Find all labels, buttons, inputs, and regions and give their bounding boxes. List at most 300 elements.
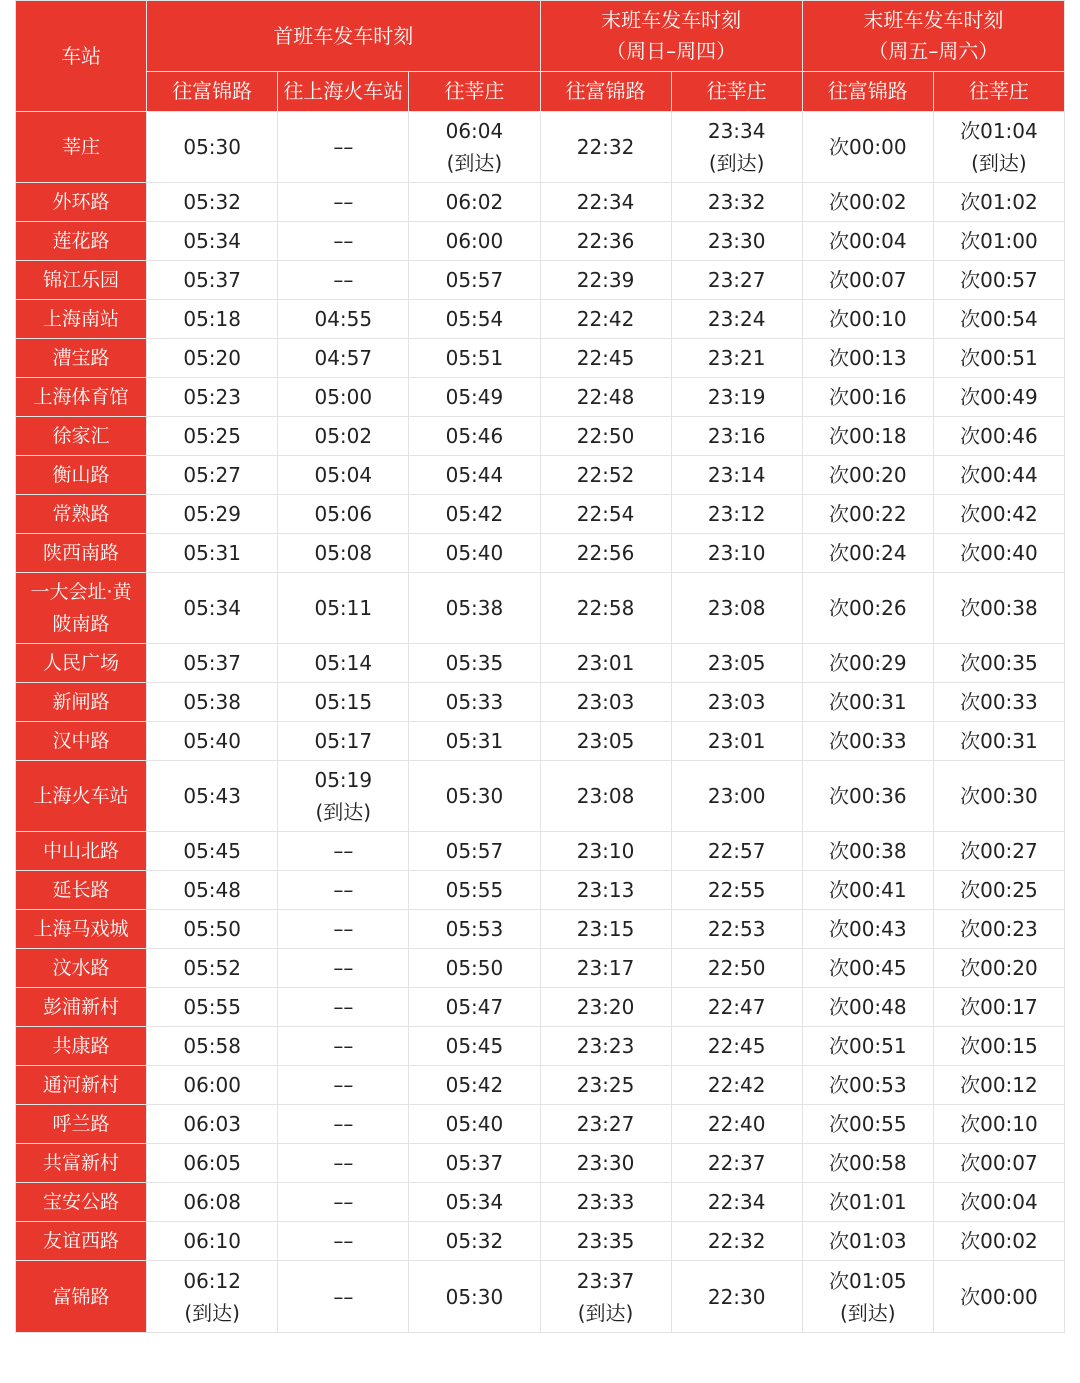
time-value: 23:14 bbox=[707, 463, 766, 487]
station-name bbox=[16, 183, 147, 222]
time-cell bbox=[540, 761, 671, 832]
time-value: 05:49 bbox=[445, 385, 504, 409]
time-cell bbox=[147, 832, 278, 871]
time-cell bbox=[409, 339, 540, 378]
arrival-note: (到达) bbox=[184, 1300, 240, 1325]
time-value: 次00:18 bbox=[828, 424, 907, 448]
time-cell bbox=[671, 949, 802, 988]
time-cell bbox=[409, 495, 540, 534]
station-name-line: 陂南路 bbox=[52, 613, 110, 635]
station-name bbox=[16, 683, 147, 722]
station-name-line: 莘庄 bbox=[62, 136, 101, 158]
time-cell bbox=[671, 871, 802, 910]
time-cell bbox=[409, 644, 540, 683]
time-value: 次00:51 bbox=[960, 346, 1038, 370]
table-row bbox=[16, 949, 1065, 988]
time-value: 23:10 bbox=[707, 541, 766, 565]
time-cell bbox=[278, 1066, 409, 1105]
time-cell bbox=[409, 456, 540, 495]
table-row bbox=[16, 222, 1065, 261]
station-name-line: 人民广场 bbox=[43, 652, 120, 674]
time-cell bbox=[671, 456, 802, 495]
time-value: 次00:45 bbox=[828, 956, 907, 980]
time-value: 06:10 bbox=[183, 1229, 241, 1253]
time-value: 22:48 bbox=[576, 385, 635, 409]
time-value: 23:03 bbox=[707, 690, 766, 714]
time-value: 05:55 bbox=[445, 878, 504, 902]
time-cell bbox=[278, 534, 409, 573]
time-cell bbox=[147, 988, 278, 1027]
time-value: 23:33 bbox=[576, 1190, 635, 1214]
time-value: 次00:10 bbox=[828, 307, 907, 331]
time-cell bbox=[802, 573, 933, 644]
time-cell bbox=[933, 495, 1064, 534]
time-cell bbox=[802, 378, 933, 417]
time-value: 22:34 bbox=[707, 1190, 766, 1214]
time-value: 05:52 bbox=[183, 956, 241, 980]
time-cell bbox=[933, 871, 1064, 910]
time-cell bbox=[802, 1066, 933, 1105]
arrival-note: (到达) bbox=[315, 800, 372, 824]
time-value: 23:12 bbox=[707, 502, 766, 526]
time-value: 05:30 bbox=[445, 784, 504, 808]
time-value: 06:08 bbox=[183, 1190, 241, 1214]
time-value: 05:31 bbox=[445, 729, 504, 753]
time-value: 05:08 bbox=[314, 541, 373, 565]
time-cell bbox=[671, 495, 802, 534]
station-name bbox=[16, 1144, 147, 1183]
time-value: 次00:02 bbox=[960, 1229, 1038, 1253]
time-cell bbox=[147, 1144, 278, 1183]
station-name bbox=[16, 988, 147, 1027]
time-value: 23:10 bbox=[576, 839, 635, 863]
time-value: 22:57 bbox=[707, 839, 766, 863]
time-value: 05:04 bbox=[314, 463, 373, 487]
time-value: 次00:00 bbox=[828, 135, 907, 159]
station-name-line: 富锦路 bbox=[52, 1285, 110, 1308]
time-value: 05:45 bbox=[445, 1034, 504, 1058]
time-cell bbox=[802, 112, 933, 183]
time-value: 23:19 bbox=[707, 385, 766, 409]
time-cell bbox=[802, 456, 933, 495]
time-cell bbox=[671, 1066, 802, 1105]
time-cell bbox=[802, 1105, 933, 1144]
arrival-note: (到达) bbox=[840, 1300, 896, 1325]
time-cell bbox=[409, 183, 540, 222]
time-value: 次00:07 bbox=[828, 268, 907, 292]
table-row bbox=[16, 1261, 1065, 1333]
time-cell bbox=[540, 261, 671, 300]
time-value: 23:03 bbox=[576, 690, 635, 714]
time-value: 次01:00 bbox=[960, 229, 1038, 253]
time-value: 次00:30 bbox=[960, 784, 1038, 808]
time-value: 次00:24 bbox=[828, 541, 907, 565]
time-cell bbox=[409, 573, 540, 644]
time-value: 22:32 bbox=[576, 135, 635, 159]
time-value: 05:57 bbox=[445, 839, 504, 863]
time-value: 23:08 bbox=[707, 596, 766, 620]
time-value: –– bbox=[333, 190, 354, 214]
time-value: 23:00 bbox=[707, 784, 766, 808]
time-value: 06:04 bbox=[445, 119, 504, 143]
time-cell bbox=[671, 761, 802, 832]
time-cell bbox=[409, 949, 540, 988]
time-value: –– bbox=[333, 1073, 354, 1097]
time-value: 次00:33 bbox=[828, 729, 907, 753]
time-value: 22:53 bbox=[707, 917, 766, 941]
time-value: 05:40 bbox=[445, 541, 504, 565]
station-name-line: 徐家汇 bbox=[52, 425, 110, 447]
station-name-line: 衡山路 bbox=[52, 464, 110, 486]
time-cell bbox=[147, 534, 278, 573]
time-value: 23:21 bbox=[707, 346, 766, 370]
time-cell bbox=[278, 417, 409, 456]
time-value: 05:55 bbox=[183, 995, 241, 1019]
time-value: 次01:04 bbox=[960, 119, 1038, 143]
time-cell bbox=[278, 183, 409, 222]
time-value: 05:37 bbox=[183, 651, 241, 675]
time-cell bbox=[933, 1222, 1064, 1261]
time-value: 23:30 bbox=[707, 229, 766, 253]
time-value: 05:34 bbox=[183, 596, 241, 620]
time-value: 次00:16 bbox=[828, 385, 907, 409]
time-cell bbox=[409, 534, 540, 573]
time-cell bbox=[671, 1144, 802, 1183]
time-cell bbox=[147, 1261, 278, 1333]
time-value: 05:50 bbox=[183, 917, 241, 941]
time-cell bbox=[278, 495, 409, 534]
time-value: 23:27 bbox=[707, 268, 766, 292]
timetable bbox=[15, 0, 1065, 1333]
time-value: 23:16 bbox=[707, 424, 766, 448]
time-value: 05:06 bbox=[314, 502, 373, 526]
time-value: 次00:51 bbox=[828, 1034, 907, 1058]
time-cell bbox=[802, 910, 933, 949]
timetable-body bbox=[16, 112, 1065, 1333]
time-cell bbox=[147, 222, 278, 261]
header-last-train-weekend bbox=[802, 1, 1064, 72]
time-cell bbox=[409, 761, 540, 832]
time-cell bbox=[802, 1027, 933, 1066]
time-value: 23:17 bbox=[576, 956, 635, 980]
table-row bbox=[16, 456, 1065, 495]
time-value: –– bbox=[333, 878, 354, 902]
time-cell bbox=[802, 495, 933, 534]
station-name-line: 共康路 bbox=[52, 1035, 110, 1057]
time-cell bbox=[540, 1261, 671, 1333]
time-value: 次00:54 bbox=[960, 307, 1038, 331]
time-cell bbox=[147, 300, 278, 339]
time-value: –– bbox=[333, 1034, 354, 1058]
time-cell bbox=[671, 417, 802, 456]
time-value: –– bbox=[333, 268, 354, 292]
time-cell bbox=[933, 1105, 1064, 1144]
time-cell bbox=[933, 417, 1064, 456]
station-name-line: 呼兰路 bbox=[52, 1113, 110, 1135]
time-value: 次01:03 bbox=[828, 1229, 907, 1253]
time-cell bbox=[933, 1144, 1064, 1183]
station-name-line: 彭浦新村 bbox=[43, 996, 120, 1018]
table-row bbox=[16, 112, 1065, 183]
time-cell bbox=[409, 112, 540, 183]
time-value: 05:53 bbox=[445, 917, 504, 941]
time-cell bbox=[540, 183, 671, 222]
time-cell bbox=[540, 417, 671, 456]
time-value: 05:17 bbox=[314, 729, 373, 753]
time-value: 22:50 bbox=[576, 424, 635, 448]
time-value: 次01:05 bbox=[828, 1268, 907, 1293]
station-name bbox=[16, 871, 147, 910]
column-header: 往富锦路 bbox=[540, 72, 671, 112]
time-value: 次00:55 bbox=[828, 1112, 907, 1136]
time-value: 次00:17 bbox=[960, 995, 1038, 1019]
time-value: 05:40 bbox=[183, 729, 241, 753]
station-name bbox=[16, 495, 147, 534]
time-value: 23:23 bbox=[576, 1034, 635, 1058]
time-value: 05:57 bbox=[445, 268, 504, 292]
table-row bbox=[16, 378, 1065, 417]
time-cell bbox=[278, 222, 409, 261]
time-cell bbox=[278, 1222, 409, 1261]
time-value: –– bbox=[333, 995, 354, 1019]
time-cell bbox=[540, 378, 671, 417]
time-cell bbox=[409, 1027, 540, 1066]
station-name-line: 共富新村 bbox=[43, 1152, 120, 1174]
time-cell bbox=[278, 988, 409, 1027]
time-cell bbox=[671, 683, 802, 722]
time-cell bbox=[802, 722, 933, 761]
time-value: 05:15 bbox=[314, 690, 373, 714]
time-cell bbox=[147, 112, 278, 183]
time-cell bbox=[278, 378, 409, 417]
station-name bbox=[16, 573, 147, 644]
time-cell bbox=[933, 339, 1064, 378]
time-cell bbox=[933, 1183, 1064, 1222]
time-cell bbox=[147, 761, 278, 832]
time-value: 05:42 bbox=[445, 1073, 504, 1097]
time-cell bbox=[671, 988, 802, 1027]
time-value: 05:46 bbox=[445, 424, 504, 448]
time-cell bbox=[671, 534, 802, 573]
table-row bbox=[16, 1144, 1065, 1183]
time-value: 05:30 bbox=[183, 135, 241, 159]
time-cell bbox=[278, 1105, 409, 1144]
station-name-line: 外环路 bbox=[52, 191, 110, 213]
time-cell bbox=[933, 1027, 1064, 1066]
time-cell bbox=[933, 183, 1064, 222]
time-cell bbox=[933, 683, 1064, 722]
time-cell bbox=[278, 832, 409, 871]
time-value: 23:15 bbox=[576, 917, 635, 941]
time-value: –– bbox=[333, 1229, 354, 1253]
time-value: 05:44 bbox=[445, 463, 504, 487]
header-row-directions bbox=[16, 72, 1065, 112]
time-cell bbox=[409, 1144, 540, 1183]
time-value: 22:47 bbox=[707, 995, 766, 1019]
time-value: 22:37 bbox=[707, 1151, 766, 1175]
station-name bbox=[16, 644, 147, 683]
time-cell bbox=[671, 112, 802, 183]
time-value: 次00:35 bbox=[960, 651, 1038, 675]
time-cell bbox=[278, 683, 409, 722]
time-cell bbox=[540, 534, 671, 573]
table-row bbox=[16, 1027, 1065, 1066]
time-cell bbox=[933, 456, 1064, 495]
time-value: 次00:25 bbox=[960, 878, 1038, 902]
time-cell bbox=[147, 644, 278, 683]
time-cell bbox=[540, 722, 671, 761]
time-cell bbox=[409, 1183, 540, 1222]
time-cell bbox=[802, 832, 933, 871]
station-name-line: 新闸路 bbox=[52, 691, 110, 713]
time-value: 次00:10 bbox=[960, 1112, 1038, 1136]
time-value: 次00:44 bbox=[960, 463, 1038, 487]
time-cell bbox=[540, 456, 671, 495]
time-value: 05:30 bbox=[445, 1284, 504, 1309]
time-cell bbox=[409, 910, 540, 949]
time-value: 次00:13 bbox=[828, 346, 907, 370]
arrival-note: (到达) bbox=[577, 1300, 634, 1325]
time-cell bbox=[540, 832, 671, 871]
time-value: 05:38 bbox=[445, 596, 504, 620]
time-value: 次00:29 bbox=[828, 651, 907, 675]
column-header: 往富锦路 bbox=[802, 72, 933, 112]
time-value: 05:20 bbox=[183, 346, 241, 370]
time-value: –– bbox=[333, 839, 354, 863]
time-value: 次00:07 bbox=[960, 1151, 1038, 1175]
station-name bbox=[16, 261, 147, 300]
station-name-line: 延长路 bbox=[52, 879, 110, 901]
time-cell bbox=[802, 183, 933, 222]
time-value: 23:08 bbox=[576, 784, 635, 808]
time-value: 次00:58 bbox=[828, 1151, 907, 1175]
station-name bbox=[16, 949, 147, 988]
time-value: 05:51 bbox=[445, 346, 504, 370]
time-cell bbox=[278, 1144, 409, 1183]
time-value: 22:50 bbox=[707, 956, 766, 980]
time-value: 05:23 bbox=[183, 385, 241, 409]
time-value: 23:24 bbox=[707, 307, 766, 331]
time-cell bbox=[933, 949, 1064, 988]
time-cell bbox=[540, 339, 671, 378]
time-value: 23:20 bbox=[576, 995, 635, 1019]
time-cell bbox=[802, 871, 933, 910]
time-cell bbox=[278, 761, 409, 832]
station-name bbox=[16, 456, 147, 495]
time-value: 次00:15 bbox=[960, 1034, 1038, 1058]
time-cell bbox=[278, 112, 409, 183]
time-cell bbox=[278, 1183, 409, 1222]
time-cell bbox=[802, 988, 933, 1027]
time-cell bbox=[540, 222, 671, 261]
column-header: 往莘庄 bbox=[409, 72, 540, 112]
time-value: 05:25 bbox=[183, 424, 241, 448]
time-value: 05:35 bbox=[445, 651, 504, 675]
time-cell bbox=[147, 871, 278, 910]
time-value: –– bbox=[333, 1151, 354, 1175]
station-name bbox=[16, 1261, 147, 1333]
time-value: 22:54 bbox=[576, 502, 635, 526]
time-cell bbox=[409, 871, 540, 910]
table-row bbox=[16, 573, 1065, 644]
time-cell bbox=[409, 417, 540, 456]
time-value: –– bbox=[333, 917, 354, 941]
time-value: 22:55 bbox=[707, 878, 766, 902]
time-value: 05:47 bbox=[445, 995, 504, 1019]
time-value: 23:34 bbox=[707, 119, 766, 143]
time-value: 23:13 bbox=[576, 878, 635, 902]
time-cell bbox=[147, 495, 278, 534]
time-value: 05:14 bbox=[314, 651, 373, 675]
time-value: 次00:38 bbox=[960, 596, 1038, 620]
time-cell bbox=[802, 417, 933, 456]
time-value: 22:34 bbox=[576, 190, 635, 214]
time-cell bbox=[933, 910, 1064, 949]
table-row bbox=[16, 1066, 1065, 1105]
station-name bbox=[16, 417, 147, 456]
time-value: 05:33 bbox=[445, 690, 504, 714]
time-cell bbox=[278, 261, 409, 300]
station-name-line: 上海马戏城 bbox=[33, 918, 129, 940]
time-cell bbox=[147, 378, 278, 417]
time-cell bbox=[933, 644, 1064, 683]
time-cell bbox=[540, 112, 671, 183]
time-value: 05:34 bbox=[183, 229, 241, 253]
time-cell bbox=[540, 988, 671, 1027]
column-header: 往莘庄 bbox=[671, 72, 802, 112]
time-value: 22:45 bbox=[707, 1034, 766, 1058]
time-cell bbox=[540, 1183, 671, 1222]
table-row bbox=[16, 1183, 1065, 1222]
time-cell bbox=[540, 300, 671, 339]
station-name-line: 上海体育馆 bbox=[33, 386, 129, 408]
time-cell bbox=[278, 339, 409, 378]
time-cell bbox=[147, 1066, 278, 1105]
time-value: 05:27 bbox=[183, 463, 241, 487]
time-value: 次00:43 bbox=[828, 917, 907, 941]
time-value: –– bbox=[333, 1284, 354, 1309]
station-name bbox=[16, 1027, 147, 1066]
time-value: 05:31 bbox=[183, 541, 241, 565]
time-cell bbox=[802, 534, 933, 573]
time-cell bbox=[671, 832, 802, 871]
table-row bbox=[16, 832, 1065, 871]
time-value: 次00:53 bbox=[828, 1073, 907, 1097]
header-last-weekend-days: （周五–周六） bbox=[868, 39, 999, 63]
time-cell bbox=[278, 1027, 409, 1066]
time-cell bbox=[802, 683, 933, 722]
station-name-line: 宝安公路 bbox=[43, 1191, 120, 1213]
station-name-line: 常熟路 bbox=[52, 503, 110, 525]
time-cell bbox=[802, 1222, 933, 1261]
time-value: 06:00 bbox=[183, 1073, 241, 1097]
time-value: 22:40 bbox=[707, 1112, 766, 1136]
time-value: 22:52 bbox=[576, 463, 635, 487]
time-value: 05:48 bbox=[183, 878, 241, 902]
time-value: 次00:42 bbox=[960, 502, 1038, 526]
time-cell bbox=[802, 222, 933, 261]
time-value: 05:37 bbox=[445, 1151, 504, 1175]
table-row bbox=[16, 683, 1065, 722]
time-cell bbox=[802, 1183, 933, 1222]
time-cell bbox=[802, 949, 933, 988]
time-cell bbox=[147, 456, 278, 495]
time-cell bbox=[671, 261, 802, 300]
time-cell bbox=[147, 1222, 278, 1261]
station-name-line: 中山北路 bbox=[43, 840, 120, 862]
time-value: 次00:36 bbox=[828, 784, 907, 808]
time-cell bbox=[671, 644, 802, 683]
